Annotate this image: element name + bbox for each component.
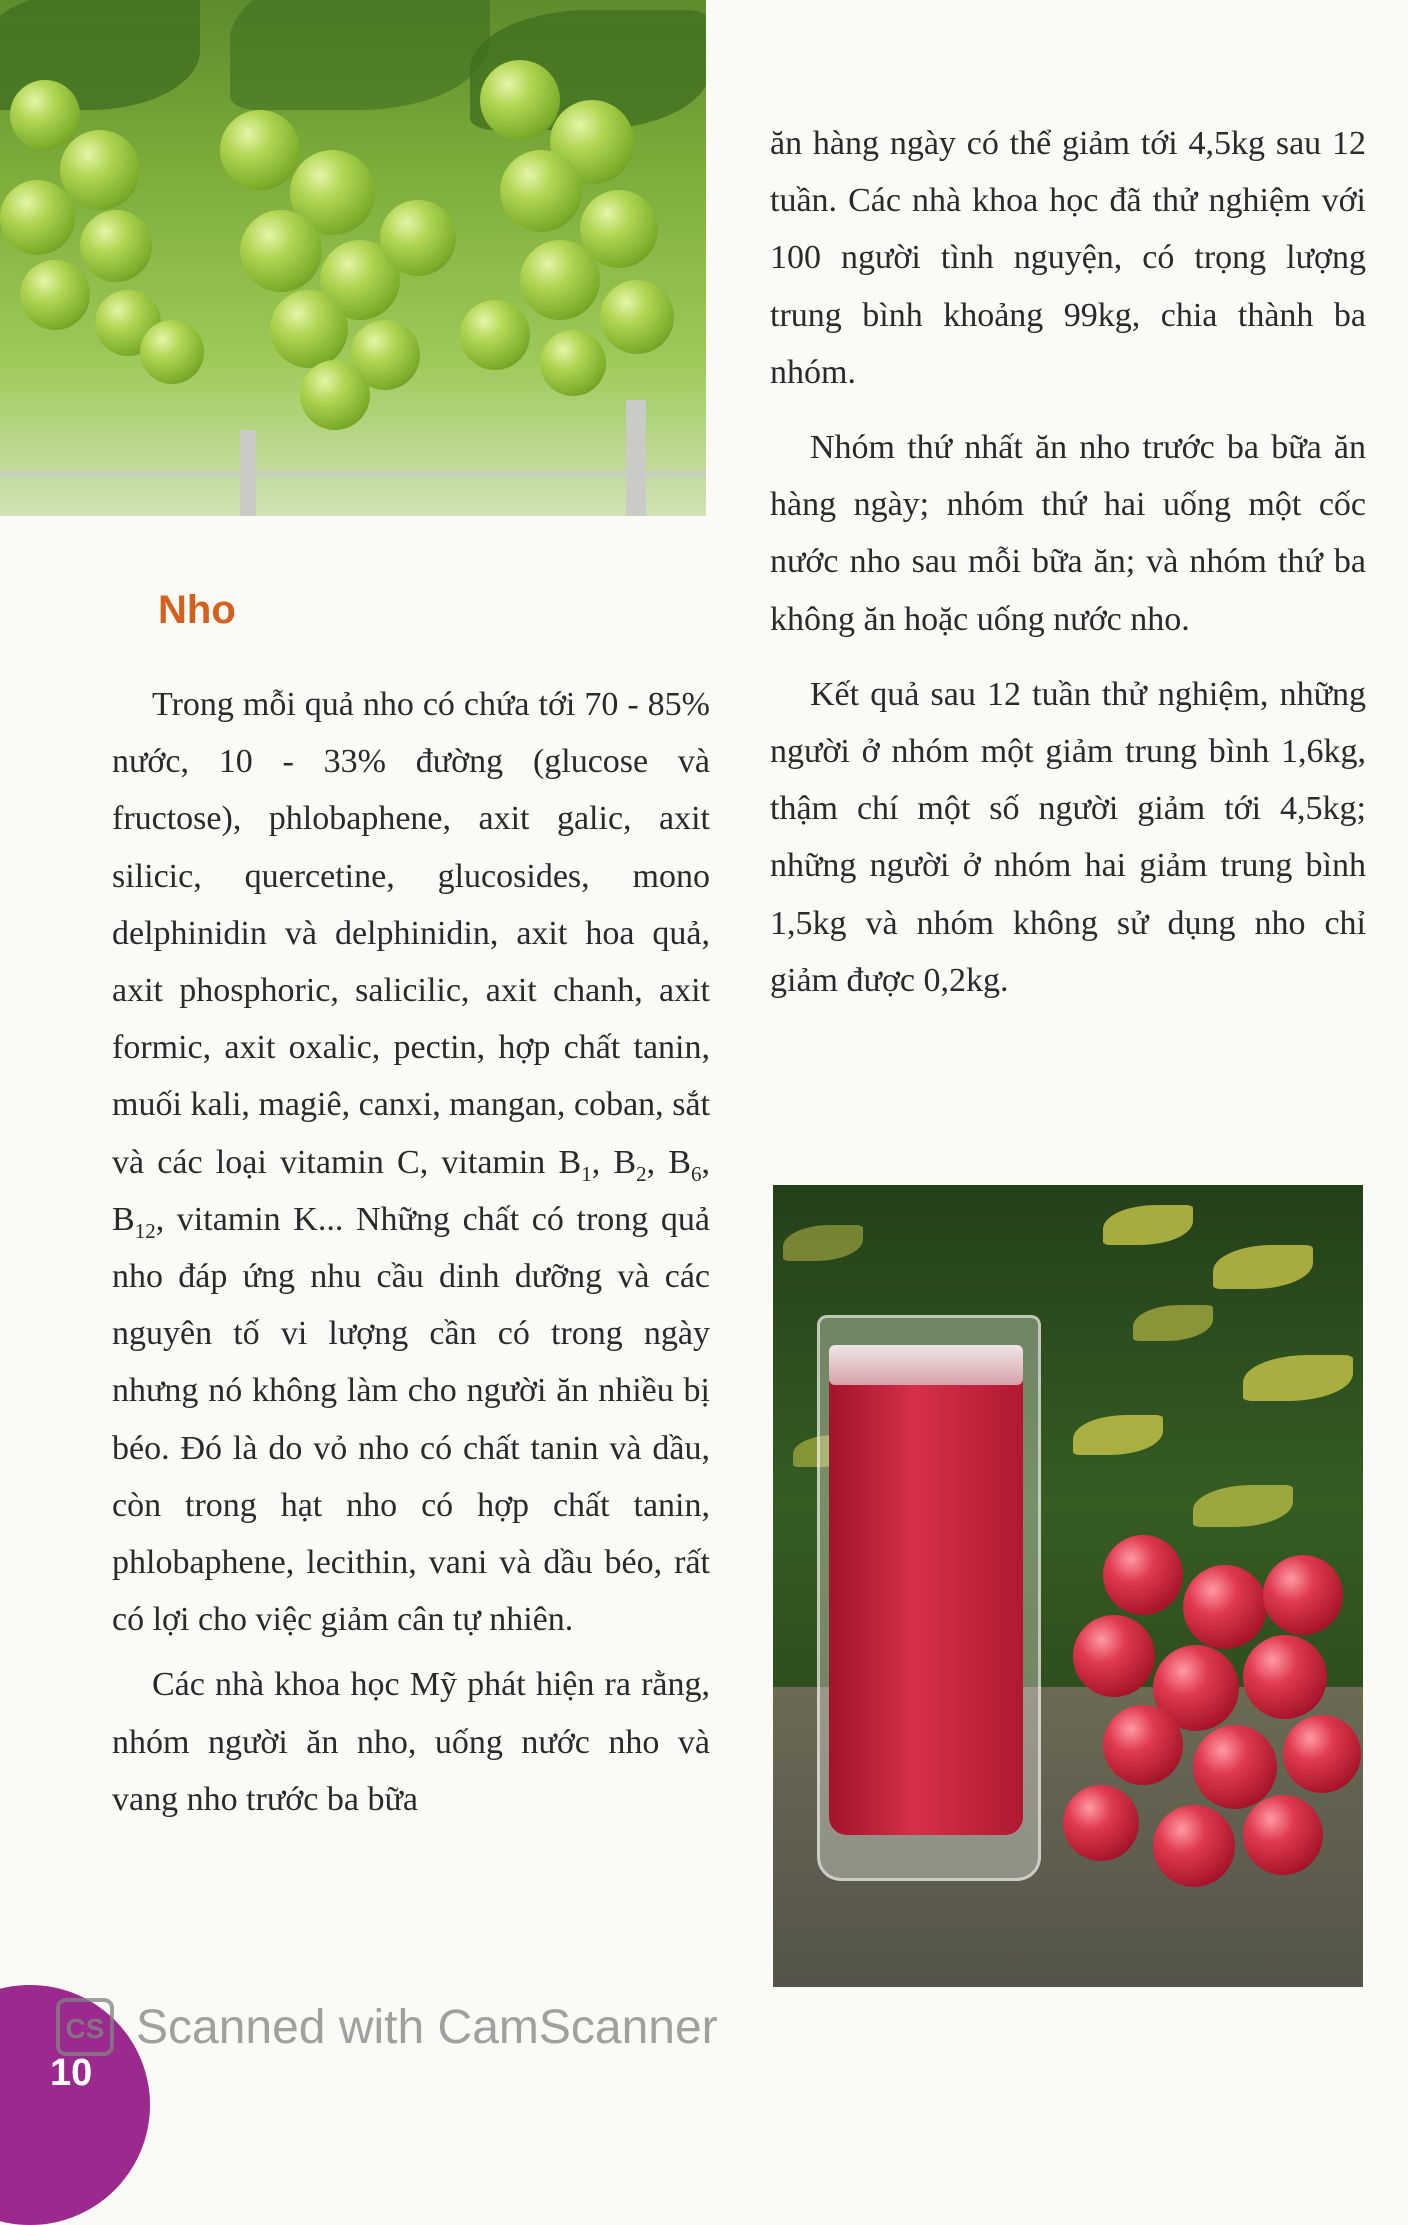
paragraph-study-results: Kết quả sau 12 tuần thử nghiệm, những người ở nhóm một giảm trung bình 1,6kg, thậm chí một số người giảm tới 4,5kg; những người ở nhóm hai giảm trung bình 1,5kg và nhóm không sử dụng nho chỉ giảm được 0,2kg. <box>770 675 1366 999</box>
paragraph-study-intro: Các nhà khoa học Mỹ phát hiện ra rằng, nhóm người ăn nho, uống nước nho và vang nho trước ba bữa <box>112 1666 710 1818</box>
section-heading: Nho <box>158 588 236 632</box>
paragraph-study-continued: ăn hàng ngày có thể giảm tới 4,5kg sau 12 tuần. Các nhà khoa học đã thử nghiệm với 100 người tình nguyện, có trọng lượng trung bình khoảng 99kg, chia thành ba nhóm. <box>770 125 1366 391</box>
grape-vine-photo <box>0 0 706 516</box>
paragraph-composition: Trong mỗi quả nho có chứa tới 70 - 85% nước, 10 - 33% đường (glucose và fructose), phlobaphene, axit galic, axit silicic, quercetine, glucosides, mono delphinidin và delphinidin, axit hoa quả, axit phosphoric, salicilic, axit chanh, axit formic, axit oxalic, pectin, hợp chất tanin, muối kali, magiê, canxi, mangan, coban, sắt và các loại vitamin C, vitamin $B_1$, $B_2$, $B_6$, $B_{12}$, vitamin K... Những chất có trong quả nho đáp ứng nhu cầu dinh dưỡng và các nguyên tố vi lượng cần có trong ngày nhưng nó không làm cho người ăn nhiều bị béo. Đó là do vỏ nho có chất tanin và dầu, còn trong hạt nho có hợp chất tanin, phlobaphene, lecithin, vani và dầu béo, rất có lợi cho việc giảm cân tự nhiên. <box>112 686 710 1639</box>
left-column-text <box>112 676 710 1828</box>
paragraph-study-groups: Nhóm thứ nhất ăn nho trước ba bữa ăn hàng ngày; nhóm thứ hai uống một cốc nước nho sau mỗi bữa ăn; và nhóm thứ ba không ăn hoặc uống nước nho. <box>770 429 1366 638</box>
camscanner-logo-icon <box>56 1998 114 2056</box>
page-number: 10 <box>50 2052 93 2094</box>
grape-juice-photo <box>773 1185 1363 1987</box>
right-column-text <box>770 115 1366 1009</box>
watermark-text: Scanned with CamScanner <box>136 2001 718 2054</box>
svg-text:CS: CS <box>65 2013 105 2044</box>
